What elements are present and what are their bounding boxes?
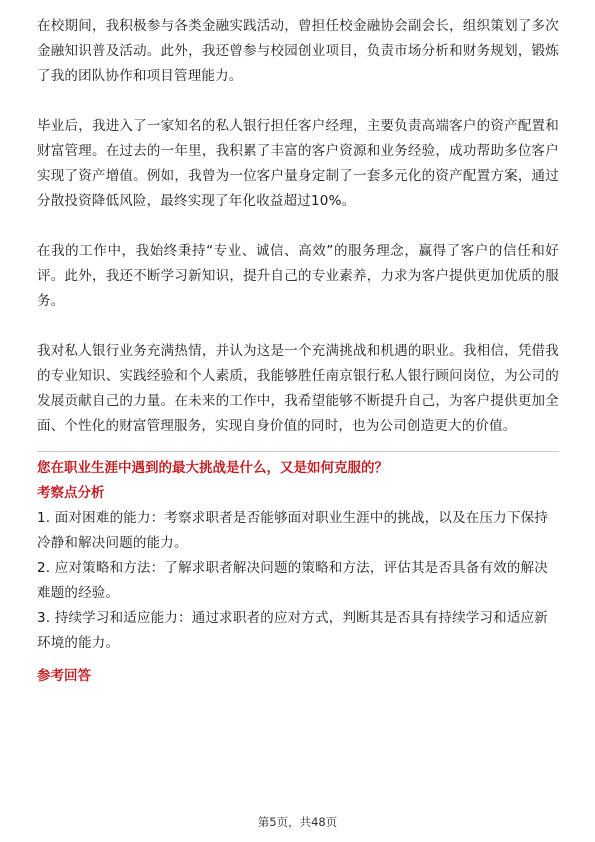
answer-heading: 参考回答 xyxy=(37,668,91,684)
analysis-item: 1. 面对困难的能力：考察求职者是否能够面对职业生涯中的挑战，以及在压力下保持冷静和解决问题的能力。 xyxy=(37,510,548,551)
section-divider xyxy=(37,451,559,452)
page-footer: 第5页，共48页 xyxy=(257,815,338,829)
document-page xyxy=(37,14,559,689)
paragraph-motivation: 我对私人银行业务充满热情，并认为这是一个充满挑战和机遇的职业。我相信，凭借我的专业知识、实践经验和个人素质，我能够胜任南京银行私人银行顾问岗位，为公司的发展贡献自己的力量。在未来的工作中，我希望能够不断提升自己，为客户提供更加全面、个性化的财富管理服务，实现自身价值的同时，也为公司创造更大的价值。 xyxy=(37,343,559,434)
analysis-heading: 考察点分析 xyxy=(37,485,105,501)
interview-question: 您在职业生涯中遇到的最大挑战是什么，又是如何克服的？ xyxy=(37,460,388,476)
paragraph-career: 毕业后，我进入了一家知名的私人银行担任客户经理，主要负责高端客户的资产配置和财富管理。在过去的一年里，我积累了丰富的客户资源和业务经验，成功帮助多位客户实现了资产增值。例如，我曾为一位客户量身定制了一套多元化的资产配置方案，通过分散投资降低风险，最终实现了年化收益超过10%。 xyxy=(37,118,559,209)
analysis-item: 3. 持续学习和适应能力：通过求职者的应对方式，判断其是否具有持续学习和适应新环境的能力。 xyxy=(37,610,548,651)
paragraph-service: 在我的工作中，我始终秉持“专业、诚信、高效”的服务理念，赢得了客户的信任和好评。此外，我还不断学习新知识，提升自己的专业素养，力求为客户提供更加优质的服务。 xyxy=(37,243,559,309)
paragraph-campus: 在校期间，我积极参与各类金融实践活动，曾担任校金融协会副会长，组织策划了多次金融知识普及活动。此外，我还曾参与校园创业项目，负责市场分析和财务规划，锻炼了我的团队协作和项目管理能力。 xyxy=(37,18,559,84)
analysis-item: 2. 应对策略和方法：了解求职者解决问题的策略和方法，评估其是否具备有效的解决难题的经验。 xyxy=(37,560,548,601)
